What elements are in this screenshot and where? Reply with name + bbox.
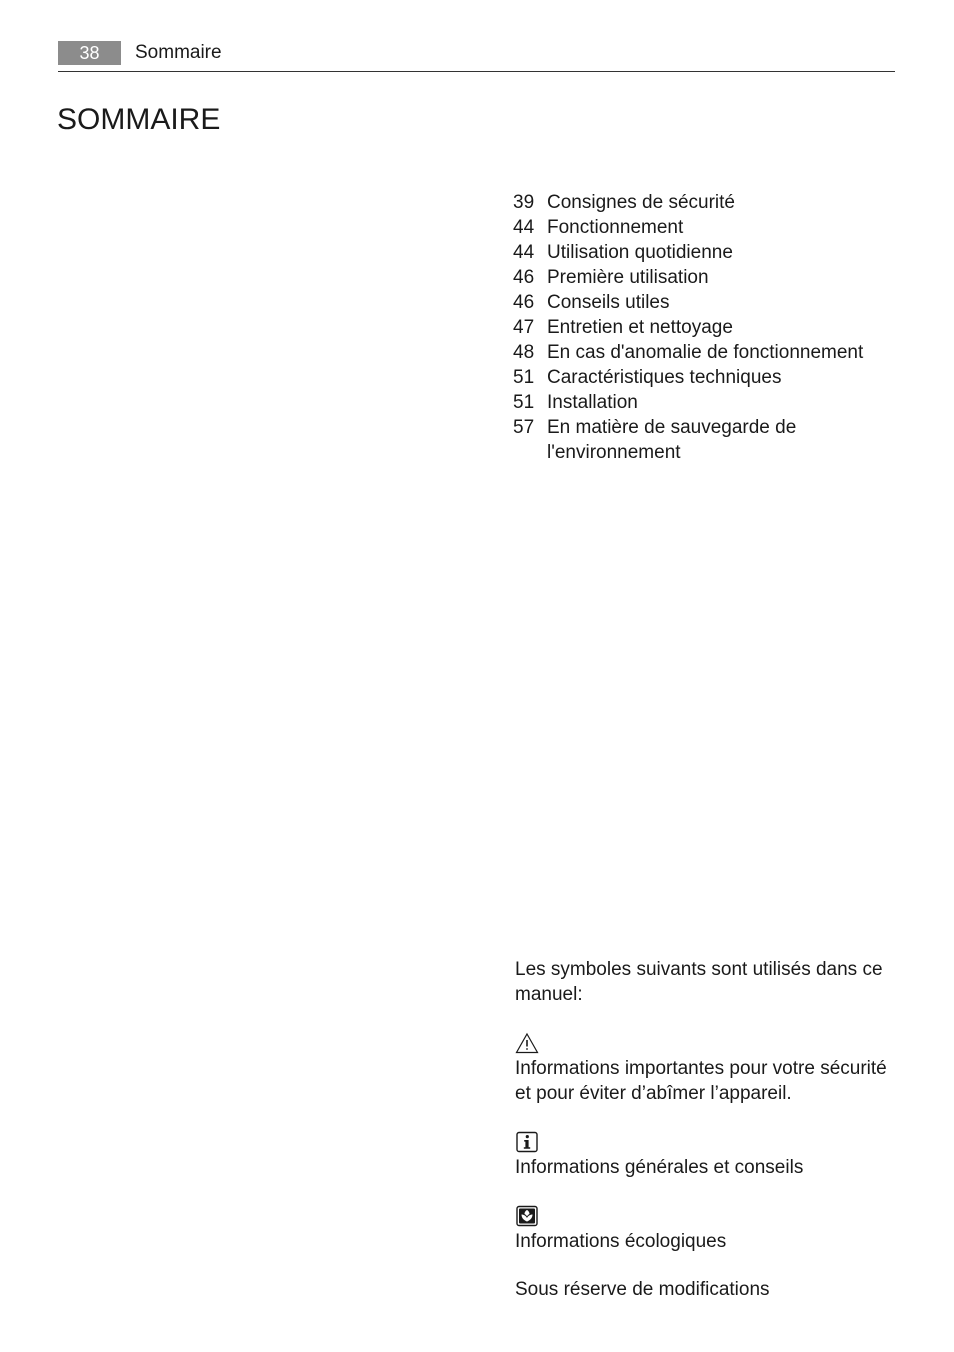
- toc-page-number: 51: [513, 367, 535, 388]
- toc-title: Conseils utiles: [547, 292, 670, 313]
- toc-title: Première utilisation: [547, 267, 709, 288]
- toc-item[interactable]: [513, 290, 893, 315]
- section-label: Sommaire: [135, 42, 222, 63]
- toc-title: En cas d'anomalie de fonctionnement: [547, 342, 864, 363]
- toc-page-number: 48: [513, 342, 535, 363]
- page-number: 38: [58, 41, 121, 65]
- toc-page-number: 46: [513, 292, 535, 313]
- toc-title: En matière de sauvegarde de l'environnement: [547, 417, 797, 463]
- toc-item[interactable]: [513, 240, 893, 265]
- symbols-legend: [515, 957, 905, 1302]
- page-title: SOMMAIRE: [57, 103, 221, 136]
- legend-item-text: Informations écologiques: [515, 1231, 727, 1252]
- toc-item[interactable]: [513, 190, 893, 215]
- legend-item-text: Informations générales et conseils: [515, 1157, 804, 1178]
- toc-item[interactable]: [513, 215, 893, 240]
- eco-leaf-icon: [515, 1205, 539, 1227]
- modification-notice: Sous réserve de modifications: [515, 1279, 770, 1300]
- toc-title: Consignes de sécurité: [547, 192, 735, 213]
- legend-intro: Les symboles suivants sont utilisés dans ce manuel:: [515, 959, 883, 1005]
- toc-item[interactable]: [513, 415, 893, 465]
- page-header: [58, 40, 895, 72]
- toc-page-number: 57: [513, 417, 535, 438]
- toc-page-number: 47: [513, 317, 535, 338]
- toc-title: Installation: [547, 392, 638, 413]
- toc-title: Fonctionnement: [547, 217, 684, 238]
- toc-page-number: 44: [513, 242, 535, 263]
- toc-title: Utilisation quotidienne: [547, 242, 733, 263]
- toc-item[interactable]: [513, 340, 893, 365]
- toc-page-number: 44: [513, 217, 535, 238]
- toc-item[interactable]: [513, 265, 893, 290]
- toc-title: Entretien et nettoyage: [547, 317, 733, 338]
- toc-page-number: 46: [513, 267, 535, 288]
- legend-item-info: [515, 1131, 905, 1180]
- toc-page-number: 39: [513, 192, 535, 213]
- legend-item-warning: [515, 1032, 905, 1106]
- legend-item-text: Informations importantes pour votre sécurité et pour éviter d’abîmer l’appareil.: [515, 1058, 887, 1104]
- toc-item[interactable]: [513, 365, 893, 390]
- toc-item[interactable]: [513, 315, 893, 340]
- table-of-contents: [513, 190, 893, 465]
- legend-item-eco: [515, 1205, 905, 1254]
- toc-title: Caractéristiques techniques: [547, 367, 782, 388]
- toc-item[interactable]: [513, 390, 893, 415]
- info-icon: [515, 1131, 539, 1153]
- toc-page-number: 51: [513, 392, 535, 413]
- warning-triangle-icon: [515, 1032, 539, 1054]
